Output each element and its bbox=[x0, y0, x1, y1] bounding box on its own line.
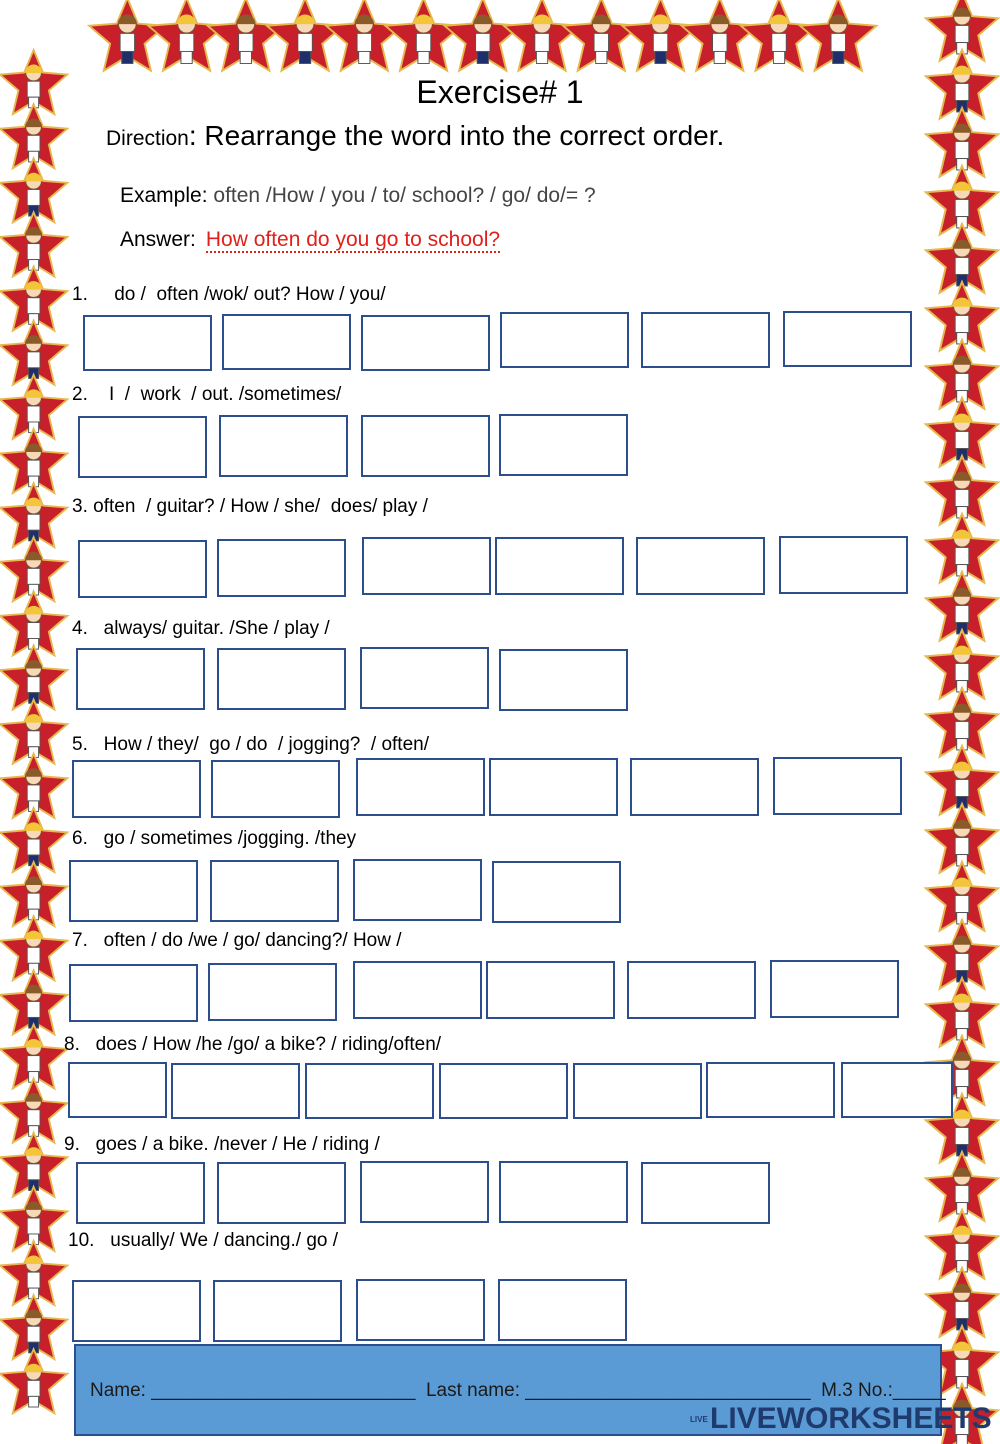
q8-answer-box-3[interactable] bbox=[305, 1063, 434, 1119]
kid-body-decoration bbox=[713, 33, 727, 51]
direction-text: : Rearrange the word into the correct order. bbox=[188, 120, 725, 151]
liveworksheets-logo bbox=[690, 1402, 992, 1436]
kid-body-decoration bbox=[594, 33, 608, 51]
q4-answer-box-2[interactable] bbox=[217, 648, 346, 710]
kid-body-decoration bbox=[653, 33, 667, 51]
direction-label: Direction bbox=[106, 127, 189, 150]
live-badge-icon: LIVE bbox=[690, 1415, 708, 1425]
q8-answer-box-1[interactable] bbox=[68, 1062, 167, 1118]
kid-body-decoration bbox=[955, 1069, 969, 1086]
kid-body-decoration bbox=[955, 953, 969, 970]
q8-answer-box-6[interactable] bbox=[706, 1062, 835, 1118]
kid-body-decoration bbox=[955, 431, 969, 448]
q7-answer-box-5[interactable] bbox=[627, 961, 756, 1019]
brand-name: LIVEWORKSHEETS bbox=[710, 1402, 992, 1435]
kid-body-decoration bbox=[298, 33, 312, 51]
q8-answer-box-5[interactable] bbox=[573, 1063, 702, 1119]
example-label: Example: bbox=[120, 184, 208, 207]
q9-answer-box-2[interactable] bbox=[217, 1162, 346, 1224]
kid-body-decoration bbox=[27, 839, 40, 855]
kid-legs-decoration bbox=[655, 51, 666, 63]
answer bbox=[120, 228, 500, 252]
kid-body-decoration bbox=[955, 605, 969, 622]
question-4-label: 4. always/ guitar. /She / play / bbox=[72, 618, 330, 639]
kid-body-decoration bbox=[955, 837, 969, 854]
kid-body-decoration bbox=[27, 568, 40, 584]
kid-legs-decoration bbox=[773, 51, 784, 63]
kid-body-decoration bbox=[27, 785, 40, 801]
q9-answer-box-4[interactable] bbox=[499, 1161, 628, 1223]
kid-body-decoration bbox=[476, 33, 490, 51]
kid-body-decoration bbox=[27, 1272, 40, 1288]
kid-body-decoration bbox=[357, 33, 371, 51]
q5-answer-box-6[interactable] bbox=[773, 757, 902, 815]
kid-body-decoration bbox=[27, 352, 40, 368]
q7-answer-box-1[interactable] bbox=[69, 964, 198, 1022]
q1-answer-box-1[interactable] bbox=[83, 315, 212, 371]
kid-legs-decoration bbox=[833, 51, 844, 63]
kid-body-decoration bbox=[955, 315, 969, 332]
kid-body-decoration bbox=[955, 199, 969, 216]
q1-answer-box-6[interactable] bbox=[783, 311, 912, 367]
kid-body-decoration bbox=[955, 25, 969, 42]
kid-body-decoration bbox=[955, 721, 969, 738]
kid-body-decoration bbox=[416, 33, 430, 51]
star-border-left bbox=[0, 0, 84, 1444]
q5-answer-box-2[interactable] bbox=[211, 760, 340, 818]
kid-body-decoration bbox=[955, 1011, 969, 1028]
kid-body-decoration bbox=[239, 33, 253, 51]
example bbox=[120, 184, 596, 208]
kid-legs-decoration bbox=[181, 51, 192, 63]
kid-body-decoration bbox=[955, 547, 969, 564]
q7-answer-box-4[interactable] bbox=[486, 961, 615, 1019]
q1-answer-box-2[interactable] bbox=[222, 314, 351, 370]
q3-answer-box-2[interactable] bbox=[217, 539, 346, 597]
q4-answer-box-1[interactable] bbox=[76, 648, 205, 710]
q2-answer-box-4[interactable] bbox=[499, 414, 628, 476]
kid-legs-decoration bbox=[536, 51, 547, 63]
q8-answer-box-7[interactable] bbox=[841, 1062, 953, 1118]
kid-body-decoration bbox=[955, 895, 969, 912]
kid-body-decoration bbox=[27, 677, 40, 693]
q7-answer-box-2[interactable] bbox=[208, 963, 337, 1021]
q8-answer-box-4[interactable] bbox=[439, 1063, 568, 1119]
question-6-label: 6. go / sometimes /jogging. /they bbox=[72, 828, 357, 849]
answer-label: Answer: bbox=[120, 228, 196, 251]
kid-body-decoration bbox=[955, 489, 969, 506]
q1-answer-box-5[interactable] bbox=[641, 312, 770, 368]
kid-body-decoration bbox=[27, 623, 40, 639]
q3-answer-box-6[interactable] bbox=[779, 536, 908, 594]
q2-answer-box-1[interactable] bbox=[78, 416, 207, 478]
kid-body-decoration bbox=[27, 135, 40, 151]
kid-body-decoration bbox=[27, 1164, 40, 1180]
q6-answer-box-4[interactable] bbox=[492, 861, 621, 923]
kid-body-decoration bbox=[27, 1110, 40, 1126]
q6-answer-box-2[interactable] bbox=[210, 860, 339, 922]
question-2-label: 2. I / work / out. /sometimes/ bbox=[72, 384, 342, 405]
kid-body-decoration bbox=[955, 257, 969, 274]
q10-answer-box-3[interactable] bbox=[356, 1279, 485, 1341]
q8-answer-box-2[interactable] bbox=[171, 1063, 300, 1119]
q2-answer-box-3[interactable] bbox=[361, 415, 490, 477]
q10-answer-box-2[interactable] bbox=[213, 1280, 342, 1342]
question-10-label: 10. usually/ We / dancing./ go / bbox=[68, 1230, 339, 1251]
answer-text: How often do you go to school? bbox=[205, 228, 501, 251]
q7-answer-box-3[interactable] bbox=[353, 961, 482, 1019]
q3-answer-box-5[interactable] bbox=[636, 537, 765, 595]
kid-body-decoration bbox=[955, 1359, 969, 1376]
direction bbox=[106, 120, 724, 152]
kid-legs-decoration bbox=[596, 51, 607, 63]
q10-answer-box-1[interactable] bbox=[72, 1280, 201, 1342]
kid-body-decoration bbox=[955, 779, 969, 796]
q3-answer-box-3[interactable] bbox=[362, 537, 491, 595]
kid-body-decoration bbox=[955, 1127, 969, 1144]
question-5-label: 5. How / they/ go / do / jogging? / often/ bbox=[72, 734, 429, 755]
kid-legs-decoration bbox=[359, 51, 370, 63]
q1-answer-box-3[interactable] bbox=[361, 315, 490, 371]
example-text: often /How / you / to/ school? / go/ do/= ? bbox=[213, 184, 596, 207]
q6-answer-box-1[interactable] bbox=[69, 860, 198, 922]
kid-body-decoration bbox=[27, 460, 40, 476]
question-8-label: 8. does / How /he /go/ a bike? / riding/often/ bbox=[64, 1034, 442, 1055]
kid-body-decoration bbox=[27, 947, 40, 963]
kid-legs-decoration bbox=[714, 51, 725, 63]
kid-body-decoration bbox=[120, 33, 134, 51]
kid-body-decoration bbox=[955, 141, 969, 158]
kid-legs-decoration bbox=[299, 51, 310, 63]
question-7-label: 7. often / do /we / go/ dancing?/ How / bbox=[72, 930, 402, 951]
kid-body-decoration bbox=[27, 1056, 40, 1072]
q4-answer-box-3[interactable] bbox=[360, 647, 489, 709]
q3-answer-box-4[interactable] bbox=[495, 537, 624, 595]
name-fields[interactable]: Name: _________________________ Last name: ___________________________ M.3 No.:_____ bbox=[90, 1380, 946, 1401]
page-title: Exercise# 1 bbox=[416, 74, 584, 110]
question-1-label: 1. do / often /wok/ out? How / you/ bbox=[72, 284, 386, 305]
kid-body-decoration bbox=[955, 373, 969, 390]
kid-legs-decoration bbox=[29, 1396, 39, 1407]
q9-answer-box-5[interactable] bbox=[641, 1162, 770, 1224]
q9-answer-box-1[interactable] bbox=[76, 1162, 205, 1224]
kid-body-decoration bbox=[831, 33, 845, 51]
q2-answer-box-2[interactable] bbox=[219, 415, 348, 477]
kid-body-decoration bbox=[179, 33, 193, 51]
kid-body-decoration bbox=[27, 244, 40, 260]
q7-answer-box-6[interactable] bbox=[770, 960, 899, 1018]
kid-body-decoration bbox=[27, 1218, 40, 1234]
kid-body-decoration bbox=[27, 1326, 40, 1342]
kid-body-decoration bbox=[955, 1243, 969, 1260]
kid-body-decoration bbox=[955, 1185, 969, 1202]
kid-body-decoration bbox=[27, 731, 40, 747]
kid-body-decoration bbox=[535, 33, 549, 51]
kid-body-decoration bbox=[27, 298, 40, 314]
kid-body-decoration bbox=[27, 406, 40, 422]
q9-answer-box-3[interactable] bbox=[360, 1161, 489, 1223]
q5-answer-box-4[interactable] bbox=[489, 758, 618, 816]
kid-body-decoration bbox=[27, 1001, 40, 1017]
star-border-right bbox=[910, 0, 1000, 1444]
question-9-label: 9. goes / a bike. /never / He / riding / bbox=[64, 1134, 380, 1155]
q5-answer-box-5[interactable] bbox=[630, 758, 759, 816]
q1-answer-box-4[interactable] bbox=[500, 312, 629, 368]
q4-answer-box-4[interactable] bbox=[499, 649, 628, 711]
kid-body-decoration bbox=[27, 893, 40, 909]
kid-body-decoration bbox=[27, 189, 40, 205]
question-3-label: 3. often / guitar? / How / she/ does/ play / bbox=[72, 496, 428, 517]
q6-answer-box-3[interactable] bbox=[353, 859, 482, 921]
q5-answer-box-3[interactable] bbox=[356, 758, 485, 816]
q5-answer-box-1[interactable] bbox=[72, 760, 201, 818]
kid-legs-decoration bbox=[240, 51, 251, 63]
kid-legs-decoration bbox=[477, 51, 488, 63]
kid-body-decoration bbox=[772, 33, 786, 51]
kid-body-decoration bbox=[955, 663, 969, 680]
kid-body-decoration bbox=[27, 1380, 40, 1396]
q3-answer-box-1[interactable] bbox=[78, 540, 207, 598]
kid-legs-decoration bbox=[122, 51, 133, 63]
q10-answer-box-4[interactable] bbox=[498, 1279, 627, 1341]
kid-body-decoration bbox=[27, 514, 40, 530]
kid-legs-decoration bbox=[418, 51, 429, 63]
kid-body-decoration bbox=[955, 1301, 969, 1318]
